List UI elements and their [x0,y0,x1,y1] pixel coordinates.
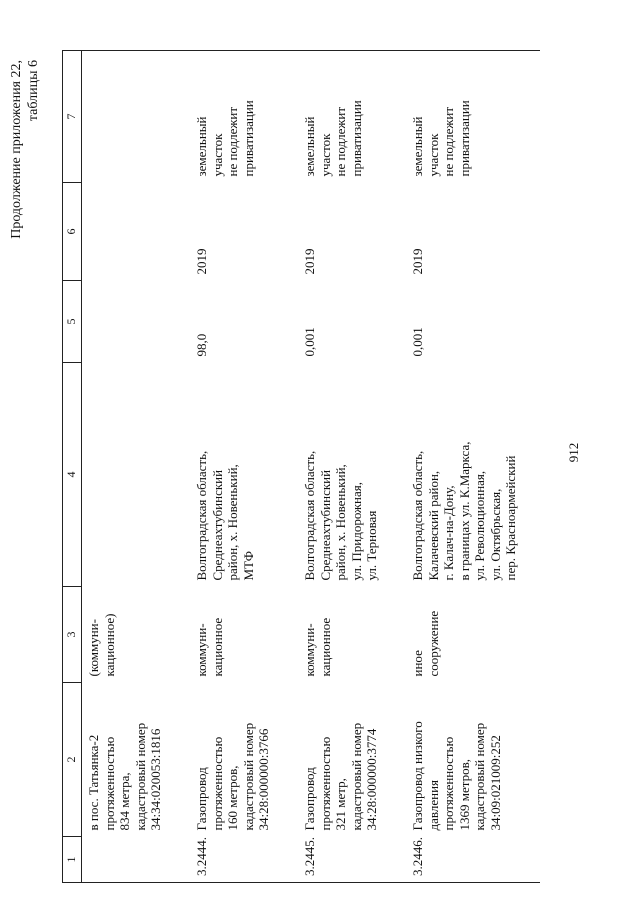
cell-status: земельный участок не подлежит приватизации [296,51,404,183]
cell-type: коммуни- кационное [194,617,225,677]
table-row [82,51,189,883]
table-row [404,51,540,883]
cell-status: земельный участок не подлежит приватизации [404,51,540,183]
cell-number: 3.2444. [188,837,296,883]
column-header: 6 [63,183,82,281]
cell-year: 2019 [302,248,317,275]
cell-name: в пос. Татьянка-2 протяженностью 834 метра, кадастровый номер 34:34:020053:1816 [86,722,163,831]
cell-number [82,837,189,883]
column-header: 1 [63,837,82,883]
cell-address: Волгоградская область, Калачевский район, г. Калач-на-Дону, в границах ул. К.Маркса, ул. Революционная, ул. Октябрьская, пер. Красноармейский [410,441,518,581]
cell-type: (коммуни- кационное) [86,613,117,677]
page-number: 912 [566,442,581,463]
cell-year [82,183,189,281]
cell-number: 3.2445. [296,837,404,883]
cell-value: 98,0 [194,333,209,357]
property-table-container [62,51,572,883]
continuation-line-2: таблицы 6 [26,60,41,122]
column-header: 5 [63,281,82,363]
table-header-row [63,51,82,883]
column-header: 3 [63,587,82,683]
cell-year: 2019 [410,248,425,275]
column-header: 2 [63,683,82,837]
cell-status [82,51,189,183]
cell-number: 3.2446. [404,837,540,883]
cell-type: иное сооружение [410,610,441,677]
cell-name: Газопровод протяженностью 160 метров, кадастровый номер 34:28:000000:3766 [194,722,271,831]
table-row [188,51,296,883]
table-row [296,51,404,883]
cell-value [82,281,189,363]
cell-name: Газопровод протяженностью 321 метр, кадастровый номер 34:28:000000:3774 [302,722,379,831]
continuation-caption [8,60,42,320]
cell-type: коммуни- кационное [302,617,333,677]
cell-name: Газопровод низкого давления протяженностью 1369 метров, кадастровый номер 34:09:021009:252 [410,721,503,831]
cell-status: земельный участок не подлежит приватизации [188,51,296,183]
continuation-line-1: Продолжение приложения 22, [9,60,24,239]
cell-address: Волгоградская область, Среднеахтубинский район, х. Новенький, ул. Придорожная, ул. Терновая [302,450,379,581]
column-header: 4 [63,363,82,587]
cell-address [82,363,189,587]
column-header: 7 [63,51,82,183]
property-table [62,50,540,883]
cell-value: 0,001 [302,327,317,357]
cell-year: 2019 [194,248,209,275]
cell-address: Волгоградская область, Среднеахтубинский район, х. Новенький, МТФ [194,450,256,581]
cell-value: 0,001 [410,327,425,357]
